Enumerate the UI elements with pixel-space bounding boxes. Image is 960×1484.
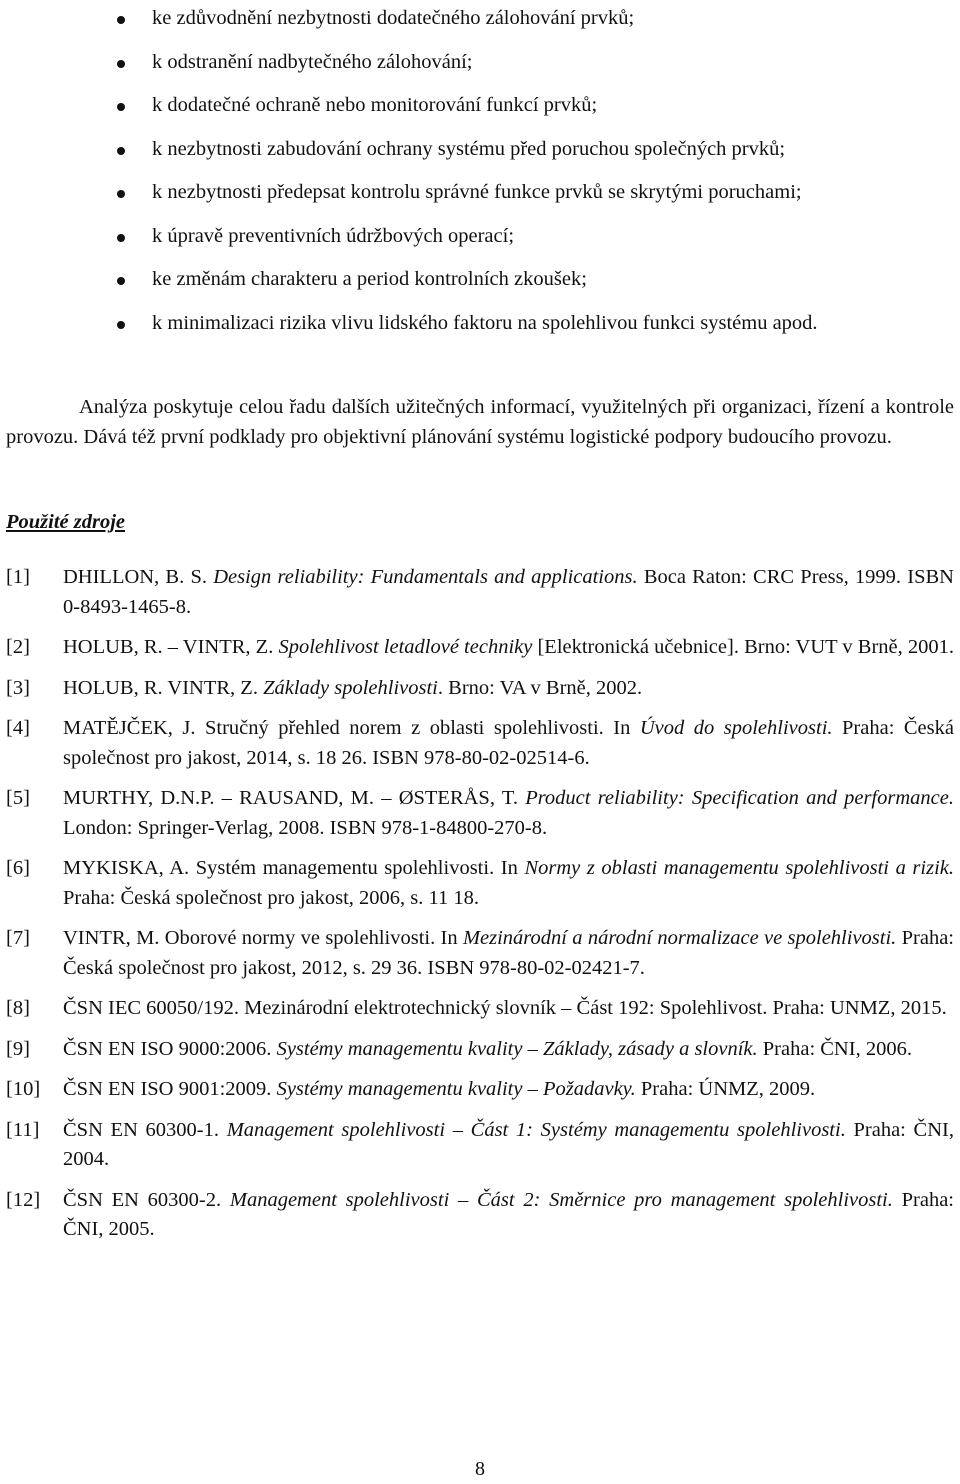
bullet-icon <box>117 16 125 24</box>
references-list <box>6 563 954 1256</box>
page-number: 8 <box>475 1458 485 1480</box>
list-item: ke změnám charakteru a period kontrolních zkoušek; <box>6 265 954 309</box>
list-item: k nezbytnosti zabudování ochrany systému před poruchou společných prvků; <box>6 135 954 179</box>
references-heading: Použité zdroje <box>6 511 126 533</box>
list-item: k nezbytnosti předepsat kontrolu správné funkce prvků se skrytými poruchami; <box>6 178 954 222</box>
body-paragraph: Analýza poskytuje celou řadu dalších užitečných informací, využitelných při organizaci, řízení a kontrole provozu. Dává též první podklady pro objektivní plánování systému logistické podpory budoucího provozu. <box>6 395 954 448</box>
reference-item: [6] MYKISKA, A. Systém managementu spolehlivosti. In Normy z oblasti managementu spolehlivosti a rizik. Praha: Česká společnost pro jakost, 2006, s. 11 18. <box>6 857 954 909</box>
bullet-icon <box>117 277 125 285</box>
reference-item: [8] ČSN IEC 60050/192. Mezinárodní elektrotechnický slovník – Část 192: Spolehlivost. Praha: UNMZ, 2015. <box>6 997 947 1019</box>
bullet-icon <box>117 60 125 68</box>
list-item: k minimalizaci rizika vlivu lidského faktoru na spolehlivou funkci systému apod. <box>6 309 954 338</box>
reference-item: [10] ČSN EN ISO 9001:2009. Systémy managementu kvality – Požadavky. Praha: ÚNMZ, 2009. <box>6 1078 816 1100</box>
bullet-icon <box>117 190 125 198</box>
list-item: ke zdůvodnění nezbytnosti dodatečného zálohování prvků; <box>6 4 954 48</box>
reference-item: [7] VINTR, M. Oborové normy ve spolehlivosti. In Mezinárodní a národní normalizace ve spolehlivosti. Praha: Česká společnost pro jakost, 2012, s. 29 36. ISBN 978-80-02-02421-7. <box>6 927 954 979</box>
reference-item: [1] DHILLON, B. S. Design reliability: Fundamentals and applications. Boca Raton: CRC Press, 1999. ISBN 0-8493-1465-8. <box>6 566 954 618</box>
bullet-icon <box>117 103 125 111</box>
reference-item: [5] MURTHY, D.N.P. – RAUSAND, M. – ØSTERÅS, T. Product reliability: Specification and performance. London: Springer-Verlag, 2008. ISBN 978-1-84800-270-8. <box>6 787 954 839</box>
reference-item: [3] HOLUB, R. VINTR, Z. Základy spolehlivosti. Brno: VA v Brně, 2002. <box>6 676 643 699</box>
reference-item: [2] HOLUB, R. – VINTR, Z. Spolehlivost letadlové techniky [Elektronická učebnice]. Brno: VUT v Brně, 2001. <box>6 636 955 658</box>
bullet-icon <box>117 321 125 329</box>
list-item: k odstranění nadbytečného zálohování; <box>6 48 954 92</box>
reference-item: [11] ČSN EN 60300-1. Management spolehlivosti – Část 1: Systémy managementu spolehlivosti. Praha: ČNI, 2004. <box>6 1118 954 1170</box>
reference-item: [12] ČSN EN 60300-2. Management spolehlivosti – Část 2: Směrnice pro management spolehlivosti. Praha: ČNI, 2005. <box>6 1188 954 1240</box>
bullet-list <box>6 4 954 338</box>
reference-item: [4] MATĚJČEK, J. Stručný přehled norem z oblasti spolehlivosti. In Úvod do spolehlivosti. Praha: Česká společnost pro jakost, 2014, s. 18 26. ISBN 978-80-02-02514-6. <box>6 717 954 769</box>
list-item: k dodatečné ochraně nebo monitorování funkcí prvků; <box>6 91 954 135</box>
bullet-icon <box>117 234 125 242</box>
list-item: k úpravě preventivních údržbových operací; <box>6 222 954 266</box>
bullet-icon <box>117 147 125 155</box>
reference-item: [9] ČSN EN ISO 9000:2006. Systémy managementu kvality – Základy, zásady a slovník. Praha: ČNI, 2006. <box>6 1037 912 1060</box>
